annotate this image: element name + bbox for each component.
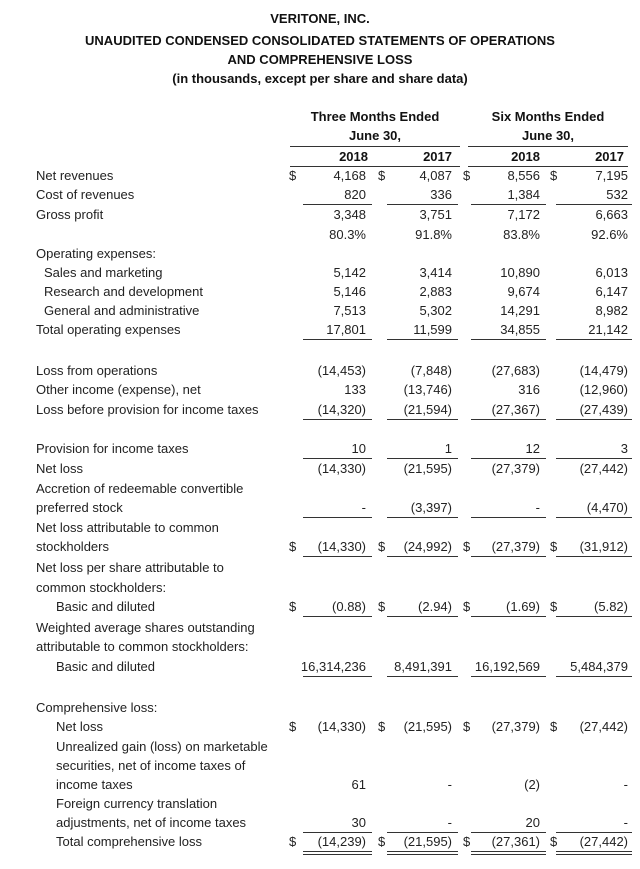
cell-value: (14,330) [317,539,366,554]
cell-value: (14,453) [317,363,366,378]
row-label: income taxes [56,777,133,792]
row-label: Total comprehensive loss [56,834,202,849]
cell-value: (14,330) [317,461,366,476]
dollar-sign: $ [463,539,471,554]
cell-value: (21,595) [403,834,452,849]
cell-value: 12 [525,441,540,456]
row-label: Gross profit [36,207,104,222]
underline [303,676,372,677]
cell-value: 7,172 [507,207,540,222]
row-label: Accretion of redeemable convertible [36,481,244,496]
underline [556,458,632,459]
dollar-sign: $ [289,834,297,849]
dollar-sign: $ [378,719,386,734]
cell-value: - [623,777,628,792]
header-underline [290,146,460,147]
dollar-sign: $ [289,539,297,554]
cell-value: (14,239) [317,834,366,849]
year-header: 2018 [511,149,540,164]
cell-value: 3,348 [333,207,366,222]
cell-value: (27,442) [579,834,628,849]
cell-value: (12,960) [579,382,628,397]
row-label: Net loss per share attributable to [36,560,224,575]
year-header: 2018 [339,149,368,164]
underline [471,616,546,617]
dollar-sign: $ [378,599,386,614]
period-six-months-line1: Six Months Ended [491,109,605,124]
cell-value: 4,087 [419,168,452,183]
cell-value: - [361,500,366,515]
cell-value: (27,367) [491,402,540,417]
underline [556,204,632,205]
cell-value: (14,479) [579,363,628,378]
row-label: Foreign currency translation [56,796,218,811]
year-underline [468,166,628,167]
row-label: Comprehensive loss: [36,700,158,715]
cell-value: 30 [351,815,366,830]
cell-value: (1.69) [506,599,540,614]
dollar-sign: $ [463,599,471,614]
statement-title-line1: UNAUDITED CONDENSED CONSOLIDATED STATEMENTS OF OPERATIONS [85,33,555,48]
cell-value: (27,442) [579,719,628,734]
row-label: Operating expenses: [36,246,156,261]
cell-value: 92.6% [591,227,628,242]
underline [471,419,546,420]
dollar-sign: $ [463,834,471,849]
underline [471,851,546,852]
cell-value: (21,595) [403,719,452,734]
cell-value: 61 [351,777,366,792]
cell-value: 6,663 [595,207,628,222]
underline [556,616,632,617]
underline [387,204,458,205]
row-label: Research and development [44,284,203,299]
cell-value: 91.8% [415,227,452,242]
cell-value: 9,674 [507,284,540,299]
cell-value: 1 [444,441,452,456]
row-label: Other income (expense), net [36,382,201,397]
underline [303,339,372,340]
cell-value: 3,751 [419,207,452,222]
cell-value: 1,384 [507,187,540,202]
cell-value: 532 [606,187,628,202]
cell-value: 11,599 [413,322,452,337]
company-name: VERITONE, INC. [270,11,370,26]
row-label: securities, net of income taxes of [56,758,246,773]
cell-value: 7,195 [595,168,628,183]
dollar-sign: $ [378,539,386,554]
dollar-sign: $ [550,599,558,614]
period-three-months-line2: June 30, [348,128,402,143]
cell-value: 8,556 [507,168,540,183]
underline [303,616,372,617]
underline [556,339,632,340]
cell-value: (2) [524,777,540,792]
cell-value: (27,379) [491,719,540,734]
dollar-sign: $ [378,834,386,849]
row-label: Basic and diluted [56,659,156,674]
cell-value: (27,439) [579,402,628,417]
row-label: preferred stock [36,500,123,515]
cell-value: 6,147 [595,284,628,299]
cell-value: 17,801 [326,322,366,337]
cell-value: (0.88) [332,599,366,614]
cell-value: 34,855 [500,322,540,337]
underline [387,556,458,557]
cell-value: 7,513 [333,303,366,318]
cell-value: (24,992) [403,539,452,554]
underline [471,517,546,518]
cell-value: 3 [620,441,628,456]
underline [303,556,372,557]
double-underline [303,854,372,855]
cell-value: - [447,777,452,792]
cell-value: 336 [430,187,452,202]
period-six-months-line2: June 30, [521,128,575,143]
dollar-sign: $ [289,168,297,183]
row-label: Weighted average shares outstanding [36,620,255,635]
cell-value: 2,883 [419,284,452,299]
cell-value: (14,330) [317,719,366,734]
underline [556,556,632,557]
cell-value: - [535,500,540,515]
cell-value: 16,314,236 [300,659,366,674]
row-label: Net loss [56,719,103,734]
cell-value: 16,192,569 [474,659,540,674]
dollar-sign: $ [550,168,558,183]
cell-value: 5,142 [333,265,366,280]
cell-value: (31,912) [579,539,628,554]
row-label: Basic and diluted [56,599,156,614]
cell-value: 5,484,379 [570,659,628,674]
dollar-sign: $ [378,168,386,183]
cell-value: (14,320) [317,402,366,417]
dollar-sign: $ [550,834,558,849]
double-underline [471,854,546,855]
cell-value: 5,146 [333,284,366,299]
year-header: 2017 [423,149,452,164]
underline [303,458,372,459]
cell-value: 10 [351,441,366,456]
cell-value: 83.8% [503,227,540,242]
double-underline [387,854,458,855]
dollar-sign: $ [550,719,558,734]
underline [303,204,372,205]
row-label: Net loss [36,461,83,476]
cell-value: 80.3% [329,227,366,242]
cell-value: (27,379) [491,539,540,554]
underline [471,204,546,205]
cell-value: (3,397) [410,500,452,515]
cell-value: 8,491,391 [394,659,452,674]
cell-value: (5.82) [594,599,628,614]
cell-value: 6,013 [595,265,628,280]
dollar-sign: $ [463,168,471,183]
cell-value: - [447,815,452,830]
cell-value: 14,291 [500,303,540,318]
period-three-months-line1: Three Months Ended [310,109,440,124]
cell-value: 21,142 [588,322,628,337]
cell-value: 10,890 [500,265,540,280]
underline [556,419,632,420]
underline [303,517,372,518]
cell-value: (27,361) [491,834,540,849]
row-label: Loss from operations [36,363,158,378]
cell-value: 133 [344,382,366,397]
underline [471,832,546,833]
underline [303,419,372,420]
underline [471,676,546,677]
cell-value: (27,379) [491,461,540,476]
statement-subtitle: (in thousands, except per share and share data) [172,71,468,86]
cell-value: (21,595) [403,461,452,476]
underline [387,832,458,833]
cell-value: 8,982 [595,303,628,318]
underline [471,339,546,340]
year-underline [290,166,460,167]
year-header: 2017 [595,149,624,164]
underline [387,517,458,518]
underline [387,616,458,617]
row-label: stockholders [36,539,109,554]
dollar-sign: $ [463,719,471,734]
row-label: Net revenues [36,168,114,183]
header-underline [468,146,628,147]
row-label: General and administrative [44,303,200,318]
underline [303,832,372,833]
cell-value: 316 [518,382,540,397]
cell-value: (13,746) [403,382,452,397]
cell-value: 5,302 [419,303,452,318]
row-label: Cost of revenues [36,187,135,202]
underline [387,851,458,852]
underline [303,851,372,852]
row-label: Unrealized gain (loss) on marketable [56,739,268,754]
underline [387,419,458,420]
row-label: Sales and marketing [44,265,163,280]
dollar-sign: $ [289,599,297,614]
underline [471,458,546,459]
double-underline [556,854,632,855]
row-label: Total operating expenses [36,322,181,337]
row-label: common stockholders: [36,580,167,595]
underline [387,339,458,340]
cell-value: - [623,815,628,830]
row-label: Provision for income taxes [36,441,189,456]
cell-value: 4,168 [333,168,366,183]
statement-title-line2: AND COMPREHENSIVE LOSS [227,52,413,67]
cell-value: 20 [525,815,540,830]
cell-value: (27,683) [491,363,540,378]
cell-value: 820 [344,187,366,202]
underline [556,851,632,852]
cell-value: (2.94) [418,599,452,614]
underline [387,458,458,459]
cell-value: (7,848) [410,363,452,378]
dollar-sign: $ [289,719,297,734]
cell-value: (21,594) [403,402,452,417]
row-label: adjustments, net of income taxes [56,815,247,830]
row-label: attributable to common stockholders: [36,639,249,654]
cell-value: (4,470) [586,500,628,515]
row-label: Net loss attributable to common [36,520,219,535]
underline [556,517,632,518]
underline [556,832,632,833]
cell-value: 3,414 [419,265,452,280]
underline [471,556,546,557]
dollar-sign: $ [550,539,558,554]
underline [387,676,458,677]
cell-value: (27,442) [579,461,628,476]
row-label: Loss before provision for income taxes [36,402,259,417]
underline [556,676,632,677]
